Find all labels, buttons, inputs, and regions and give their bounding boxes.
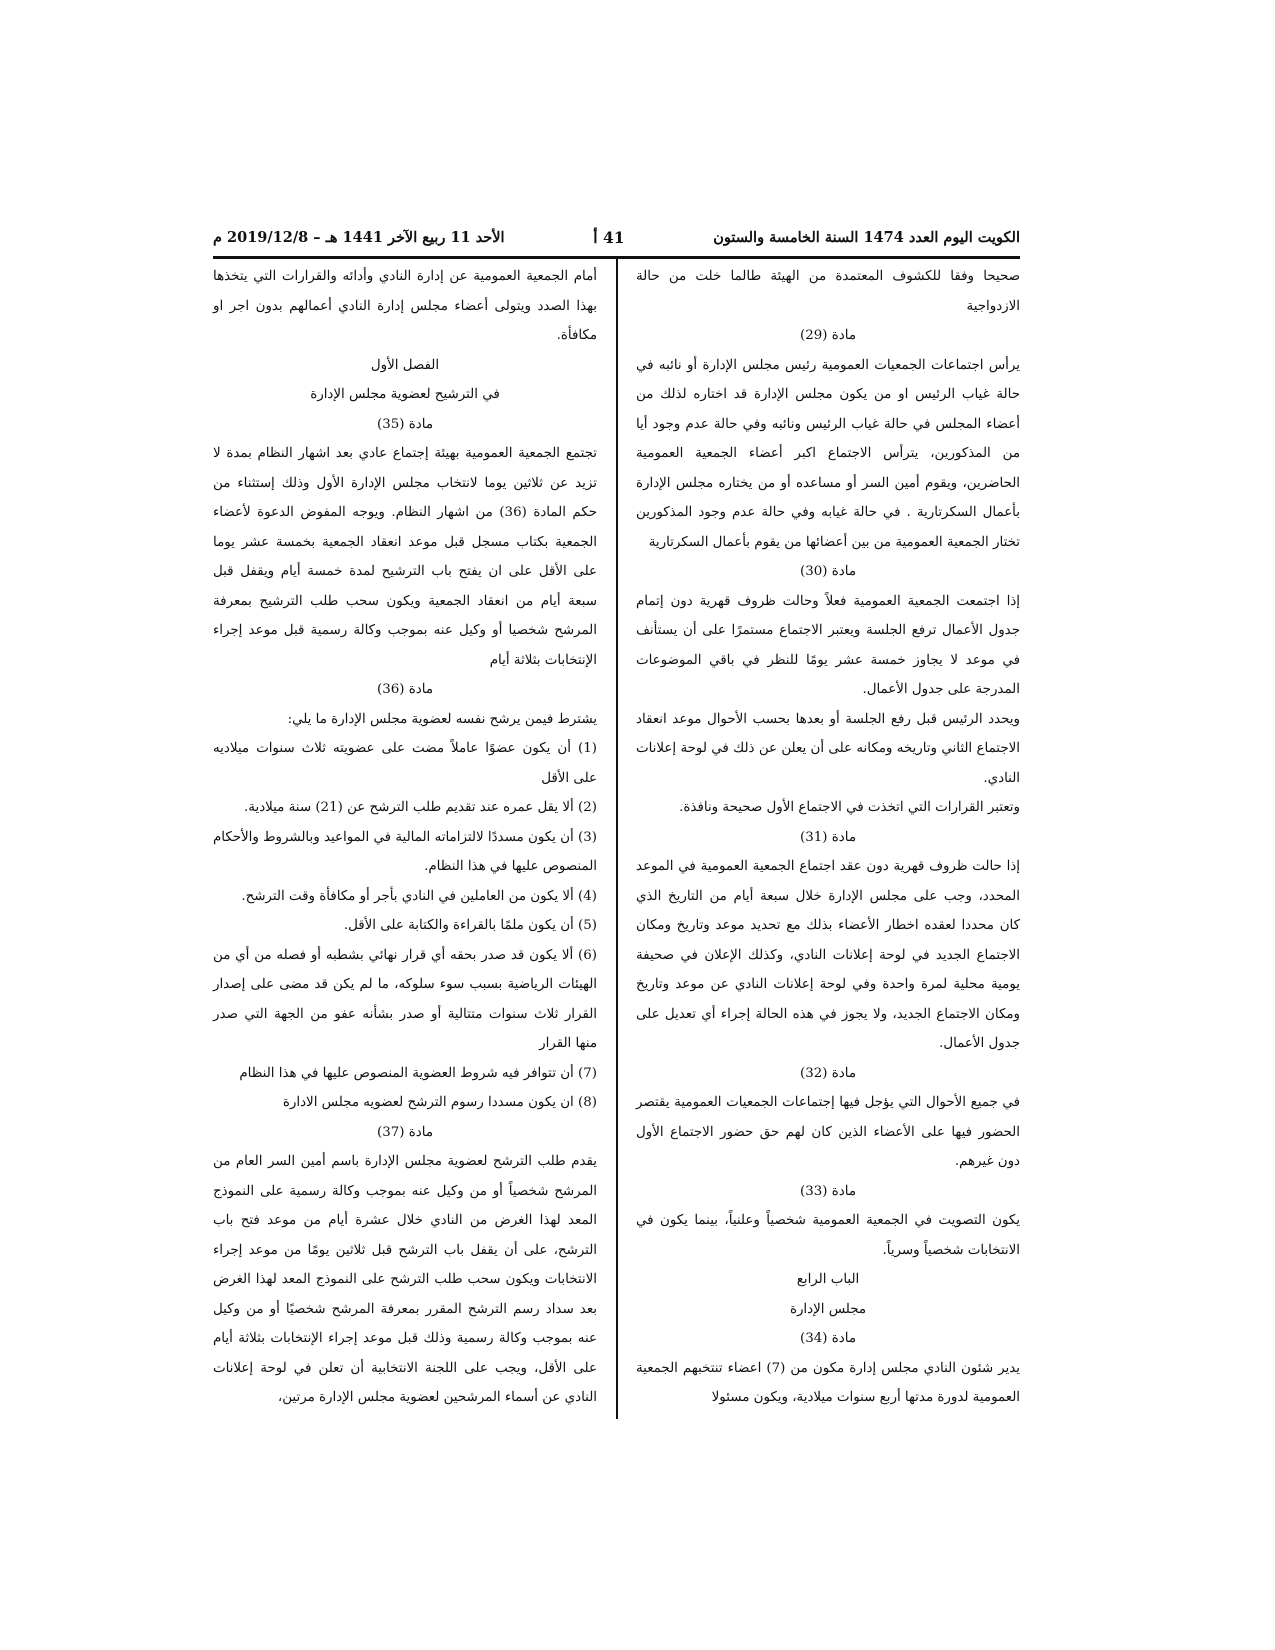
- paragraph: (2) ألا يقل عمره عند تقديم طلب الترشح عن (21) سنة ميلادية.: [244, 800, 597, 815]
- gazette-page: [213, 222, 1020, 1422]
- paragraph: ويحدد الرئيس قبل رفع الجلسة أو بعدها بحسب الأحوال موعد انعقاد الاجتماع الثاني وتاريخه ومكانه على أن يعلن عن ذلك في لوحة إعلانات النادي.: [636, 711, 1020, 786]
- section-heading: الباب الرابع: [796, 1272, 860, 1287]
- section-heading: مادة (31): [800, 829, 856, 845]
- paragraph: (7) أن تتوافر فيه شروط العضوية المنصوص عليها في هذا النظام: [239, 1065, 597, 1081]
- paragraph: (5) أن يكون ملمًا بالقراءة والكتابة على الأقل.: [343, 918, 597, 933]
- paragraph: يدير شئون النادي مجلس إدارة مكون من (7) اعضاء تنتخبهم الجمعية العمومية لدورة مدتها أربع سنوات ميلادية، ويكون مسئولا: [636, 1360, 1020, 1405]
- right-column: [636, 262, 1020, 1413]
- paragraph: يشترط فيمن يرشح نفسه لعضوية مجلس الإدارة ما يلي:: [287, 711, 597, 727]
- section-heading: مادة (37): [377, 1124, 433, 1140]
- paragraph: يرأس اجتماعات الجمعيات العمومية رئيس مجلس الإدارة أو نائبه في حالة غياب الرئيس او من يكون مجلس الإدارة قد اختاره لذلك من أعضاء المجلس في حالة غياب الرئيس ونائبه وفي حالة عدم وجود أيا من المذكورين، يترأس الاجتماع اكبر أعضاء الجمعية العمومية الحاضرين، ويقوم أمين السر أو مساعده أو من يختاره مجلس الإدارة بأعمال السكرتارية . في حالة غيابه وفي حالة عدم وجود المذكورين تختار الجمعية العمومية من بين أعضائها من يقوم بأعمال السكرتارية: [636, 357, 1020, 550]
- section-heading: الفصل الأول: [370, 357, 440, 373]
- paragraph: إذا اجتمعت الجمعية العمومية فعلاً وحالت ظروف قهرية دون إتمام جدول الأعمال ترفع الجلسة ويعتبر الاجتماع مستمرًا على أن يستأنف في موعد لا يجاوز خمسة عشر يومًا للنظر في باقي الموضوعات المدرجة على جدول الأعمال.: [636, 593, 1020, 697]
- header-page-number: 41 أ: [593, 227, 625, 247]
- section-heading: مادة (29): [800, 328, 856, 343]
- section-heading: مادة (32): [800, 1065, 856, 1081]
- section-heading: مجلس الإدارة: [789, 1301, 867, 1317]
- section-heading: مادة (30): [800, 564, 856, 579]
- paragraph: إذا حالت ظروف قهرية دون عقد اجتماع الجمعية العمومية في الموعد المحدد، وجب على مجلس الإدارة خلال سبعة أيام من التاريخ الذي كان محددا لعقده اخطار الأعضاء بذلك مع تحديد موعد وتاريخ ومكان الاجتماع الجديد في لوحة إعلانات النادي، وكذلك الإعلان في صحيفة يومية محلية لمرة واحدة وفي لوحة إعلانات النادي عن موعد وتاريخ ومكان الاجتماع الجديد، ولا يجوز في هذه الحالة إجراء أي تعديل على جدول الأعمال.: [636, 859, 1020, 1051]
- page-header: [213, 222, 1020, 252]
- paragraph: (4) ألا يكون من العاملين في النادي بأجر أو مكافأة وقت الترشح.: [241, 888, 597, 904]
- paragraph: في جميع الأحوال التي يؤجل فيها إجتماعات الجمعيات العمومية يقتصر الحضور فيها على الأعضاء الذين كان لهم حق حضور الاجتماع الأول دون غيرهم.: [636, 1095, 1020, 1169]
- section-heading: مادة (33): [800, 1183, 856, 1199]
- paragraph: صحيحا وفقا للكشوف المعتمدة من الهيئة طالما خلت من حالة الازدواجية: [636, 269, 1020, 314]
- paragraph: (6) ألا يكون قد صدر بحقه أي قرار نهائي بشطبه أو فصله من أي من الهيئات الرياضية بسبب سوء سلوكه، ما لم يكن قد مضى على إصدار القرار ثلاث سنوات متتالية أو صدر بشأنه عفو من الجهة التي صدر منها القرار: [213, 947, 597, 1051]
- paragraph: يكون التصويت في الجمعية العمومية شخصياً وعلنياً، بينما يكون في الانتخابات شخصياً وسرياً.: [636, 1213, 1020, 1258]
- section-heading: مادة (35): [377, 416, 433, 432]
- paragraph: أمام الجمعية العمومية عن إدارة النادي وأدائه والقرارات التي يتخذها بهذا الصدد ويتولى أعضاء مجلس إدارة النادي أعمالهم بدون اجر او مكافأة.: [213, 269, 597, 343]
- section-heading: في الترشيح لعضوية مجلس الإدارة: [310, 387, 500, 402]
- paragraph: (1) أن يكون عضوًا عاملاً مضت على عضويته ثلاث سنوات ميلاديه على الأقل: [213, 741, 597, 786]
- header-issue-info: الكويت اليوم العدد 1474 السنة الخامسة والستون: [713, 228, 1020, 246]
- section-heading: مادة (36): [377, 682, 433, 697]
- header-date: الأحد 11 ربيع الآخر 1441 هـ – 2019/12/8 م: [213, 228, 505, 246]
- left-column: [213, 262, 597, 1413]
- column-divider: [616, 259, 618, 1419]
- paragraph: وتعتبر القرارات التي اتخذت في الاجتماع الأول صحيحة ونافذة.: [679, 800, 1020, 815]
- paragraph: (8) ان يكون مسددا رسوم الترشح لعضويه مجلس الادارة: [282, 1095, 597, 1110]
- section-heading: مادة (34): [800, 1331, 856, 1346]
- paragraph: (3) أن يكون مسددًا لالتزاماته المالية في المواعيد وبالشروط والأحكام المنصوص عليها في هذا النظام.: [213, 829, 597, 874]
- paragraph: تجتمع الجمعية العمومية بهيئة إجتماع عادي بعد اشهار النظام بمدة لا تزيد عن ثلاثين يوما لانتخاب مجلس الإدارة الأول وذلك إستثناء من حكم المادة (36) من اشهار النظام. ويوجه المفوض الدعوة لأعضاء الجمعية بكتاب مسجل قبل موعد انعقاد الجمعية بخمسة عشر يوما على الأقل على ان يفتح باب الترشيح لمدة خمسة أيام ويقفل قبل سبعة أيام من انعقاد الجمعية ويكون سحب طلب الترشيح بمعرفة المرشح شخصيا أو وكيل عنه بموجب وكالة رسمية قبل موعد إجراء الإنتخابات بثلاثة أيام: [213, 446, 597, 668]
- paragraph: يقدم طلب الترشح لعضوية مجلس الإدارة باسم أمين السر العام من المرشح شخصياً أو من وكيل عنه بموجب وكالة رسمية على النموذج المعد لهذا الغرض من النادي خلال عشرة أيام من موعد فتح باب الترشح، على أن يقفل باب الترشح قبل ثلاثين يومًا من موعد إجراء الانتخابات ويكون سحب طلب الترشح على النموذج المعد لهذا الغرض بعد سداد رسم الترشح المقرر بمعرفة المرشح شخصيًا أو من وكيل عنه بموجب وكالة رسمية وذلك قبل موعد إجراء الإنتخابات بثلاثة أيام على الأقل، ويجب على اللجنة الانتخابية أن تعلن في لوحة إعلانات النادي عن أسماء المرشحين لعضوية مجلس الإدارة مرتين،: [213, 1154, 597, 1405]
